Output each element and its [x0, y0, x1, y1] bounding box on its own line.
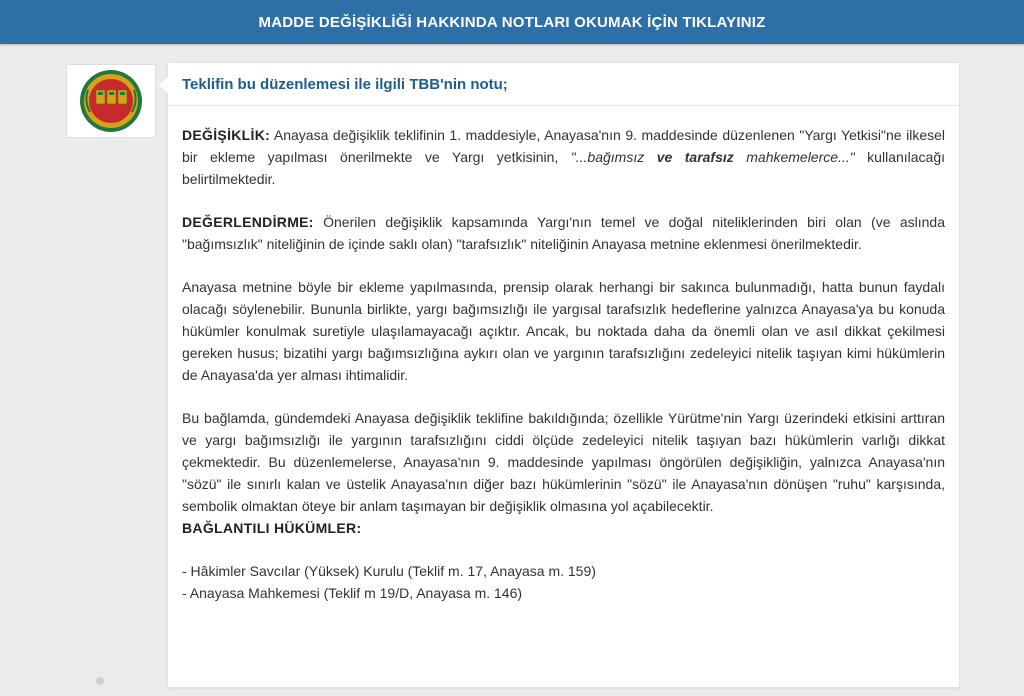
analysis-paragraph: Anayasa metnine böyle bir ekleme yapılmasında, prensip olarak herhangi bir sakınca bulunmadığı, hatta bunun faydalı olacağı söylenebilir. Bununla birlikte, yargı bağımsızlığı ile yargısal tarafsızlık hedeflerine yalnızca Anayasa'ya bu konuda hükümler konulmak suretiyle ulaşılamayacağı açıktır. Ancak, bu noktada daha da önemli olan ve asıl dikkat çekilmesi gereken husus; bizatihi yargı bağımsızlığına aykırı olan ve yargının tarafsızlığını zedeleyici nitelik taşıyan kimi hükümlerin de Anayasa'da yer alması ihtimalidir. — [182, 279, 945, 383]
related-provisions-heading: BAĞLANTILI HÜKÜMLER: — [182, 520, 362, 536]
related-provision-item: - Anayasa Mahkemesi (Teklif m 19/D, Anayasa m. 146) — [182, 585, 523, 601]
degerlendirme-label: DEĞERLENDİRME: — [182, 214, 314, 230]
degerlendirme-paragraph: DEĞERLENDİRME: Önerilen değişiklik kapsamında Yargı'nın temel ve doğal niteliklerinden biri olan (ve aslında "bağımsızlık" niteliğinin de içinde saklı olan) "tarafsızlık" niteliğinin Anayasa metnine eklenmesi önerilmektedir. — [182, 214, 945, 252]
related-provision-item: - Hâkimler Savcılar (Yüksek) Kurulu (Teklif m. 17, Anayasa m. 159) — [182, 563, 596, 579]
tbb-note-card — [167, 62, 960, 688]
tbb-logo — [66, 64, 156, 138]
note-title: Teklifin bu düzenlemesi ile ilgili TBB'nin notu; — [168, 63, 959, 106]
degisiklik-paragraph: DEĞİŞİKLİK: Anayasa değişiklik teklifinin 1. maddesiyle, Anayasa'nın 9. maddesinde düzenlenen "Yargı Yetkisi"ne ilkesel bir ekleme yapılması önerilmekte ve Yargı yetkisinin, "...bağımsız ve tarafsız mahkemelerce..." kullanılacağı belirtilmektedir. — [182, 127, 946, 187]
tbb-emblem-icon — [78, 68, 144, 134]
pager-dot[interactable] — [96, 677, 104, 685]
note-body — [168, 106, 959, 604]
degisiklik-label: DEĞİŞİKLİK: — [182, 127, 271, 143]
read-notes-banner[interactable]: MADDE DEĞİŞİKLİĞİ HAKKINDA NOTLARI OKUMAK İÇİN TIKLAYINIZ — [0, 0, 1024, 44]
quote: "...bağımsız ve tarafsız mahkemelerce..." — [570, 149, 855, 165]
context-paragraph: Bu bağlamda, gündemdeki Anayasa değişiklik teklifine bakıldığında; özellikle Yürütme'nin Yargı üzerindeki etkisini arttıran ve yargı bağımsızlığı ile yargının tarafsızlığını ciddi ölçüde zedeleyici nitelik taşıyan bazı hükümlerin varlığı dikkat çekmektedir. Bu düzenlemelerse, Anayasa'nın 9. maddesinde yapılması öngörülen değişikliğin, yalnızca Anayasa'nın "sözü" ile sınırlı kalan ve üstelik Anayasa'nın diğer bazı hükümlerinin "sözü" ile Anayasa'nın dönüşen "ruhu" karşısında, sembolik olmaktan öteye bir anlam taşımayan bir değişiklik olmasına yol açabilecektir. — [182, 410, 945, 514]
